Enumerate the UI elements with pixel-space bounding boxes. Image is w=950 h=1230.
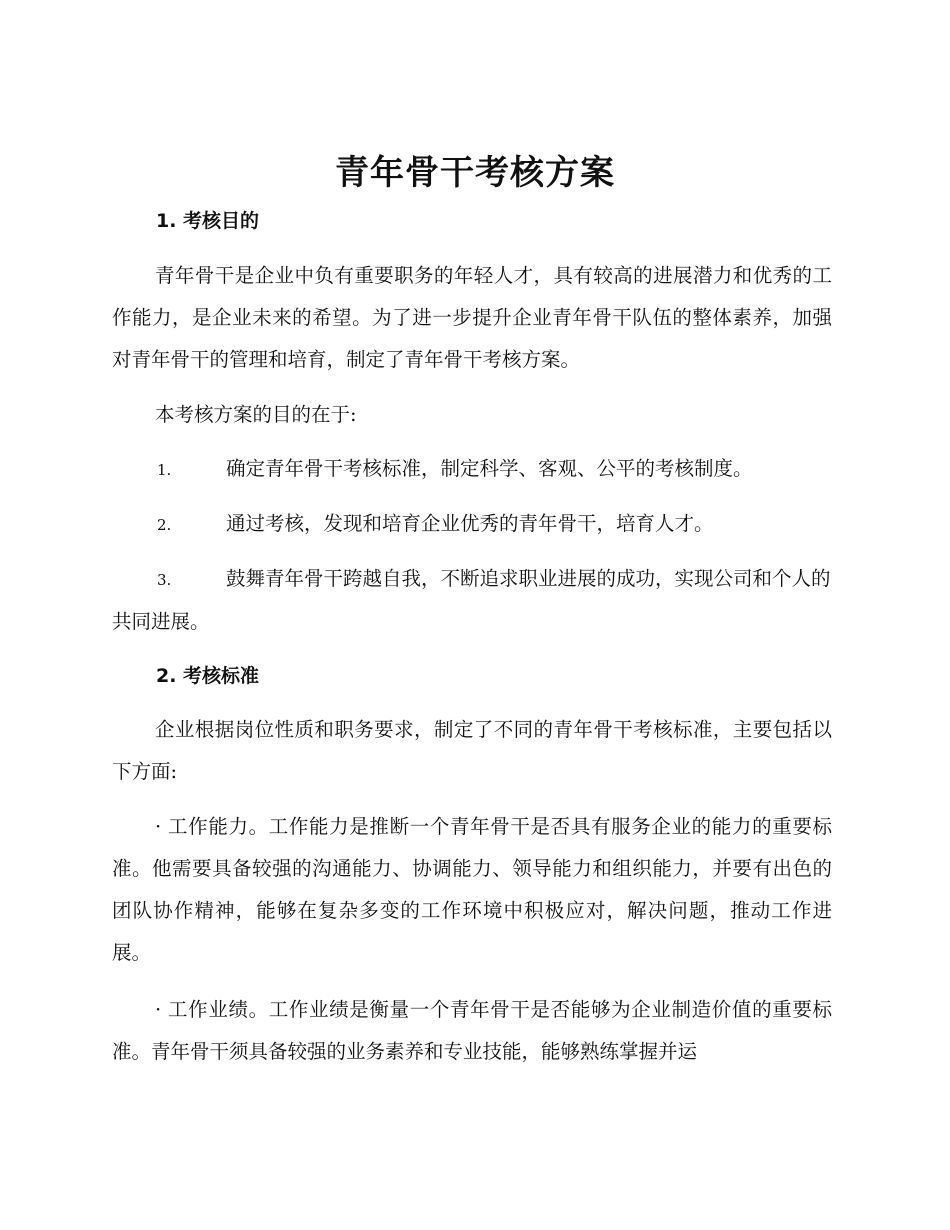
list-item-number: 2. (157, 516, 172, 534)
bullet-paragraph-work-ability: · 工作能力。工作能力是推断一个青年骨干是否具有服务企业的能力的重要标准。他需要具备较强的沟通能力、协调能力、领导能力和组织能力，并要有出色的团队协作精神，能够在复杂多变的工作环境中积极应对，解决问题，推动工作进展。 (112, 815, 832, 964)
section-heading-standards: 2. 考核标准 (156, 665, 260, 687)
list-item-number: 1. (157, 461, 172, 479)
list-item (112, 503, 832, 546)
paragraph-standards-lead: 企业根据岗位性质和职务要求，制定了不同的青年骨干考核标准，主要包括以下方面: (112, 718, 832, 783)
section-heading-purpose: 1. 考核目的 (156, 210, 260, 232)
list-item-text: 通过考核，发现和培育企业优秀的青年骨干，培育人才。 (226, 512, 714, 535)
bullet-paragraph-work-performance: · 工作业绩。工作业绩是衡量一个青年骨干是否能够为企业制造价值的重要标准。青年骨干须具备较强的业务素养和专业技能，能够熟练掌握并运 (112, 998, 832, 1063)
paragraph-intro: 青年骨干是企业中负有重要职务的年轻人才，具有较高的进展潜力和优秀的工作能力，是企业未来的希望。为了进一步提升企业青年骨干队伍的整体素养，加强对青年骨干的管理和培育，制定了青年骨干考核方案。 (112, 264, 832, 371)
paragraph-purpose-lead: 本考核方案的目的在于: (155, 403, 357, 426)
list-item (112, 558, 832, 643)
list-item-number: 3. (157, 571, 172, 589)
list-item-text: 鼓舞青年骨干跨越自我，不断追求职业进展的成功，实现公司和个人的共同进展。 (112, 567, 831, 633)
list-item-text: 确定青年骨干考核标准，制定科学、客观、公平的考核制度。 (226, 457, 753, 480)
document-title: 青年骨干考核方案 (335, 153, 615, 193)
list-item (112, 448, 832, 491)
